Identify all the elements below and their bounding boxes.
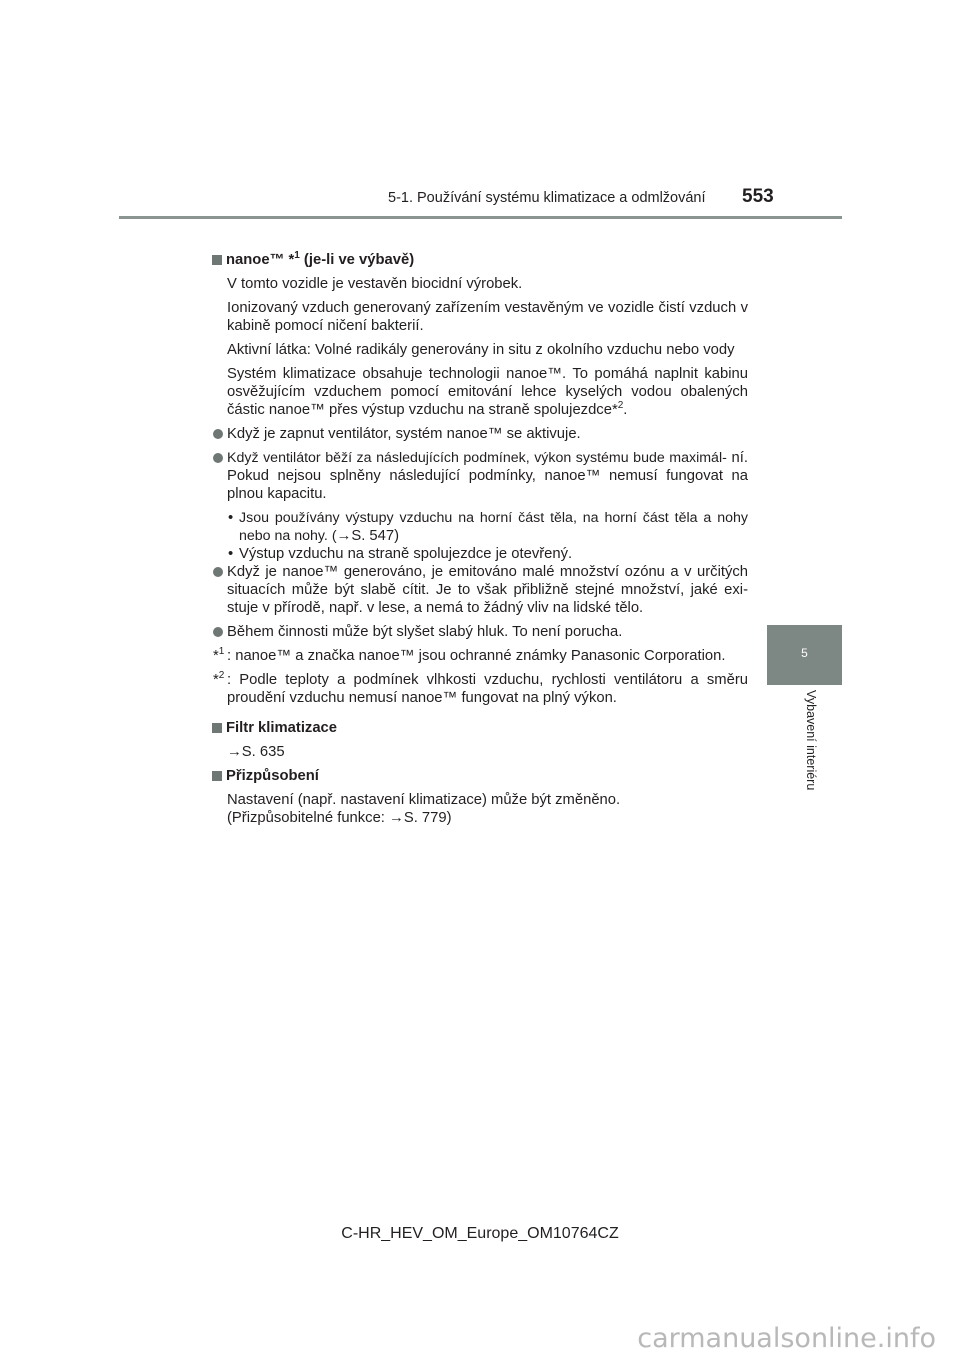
custom-heading-text: Přizpůsobení (226, 768, 319, 784)
list-item-text: Během činnosti může být slyšet slabý hluk. To není porucha. (227, 624, 623, 640)
list-item-text: ní. Pokud nejsou splněny následující podmínky, nanoe™ nemusí fungovat na plnou kapacitu. (227, 450, 748, 502)
paragraph: V tomto vozidle je vestavěn biocidní výrobek. (227, 276, 523, 292)
section-square-icon (212, 771, 222, 781)
list-item (212, 563, 748, 617)
paragraph (227, 809, 748, 827)
section-square-icon (212, 255, 222, 265)
watermark: carmanualsonline.info (637, 1323, 936, 1354)
paragraph-text: . (623, 402, 628, 418)
list-item-text: Když je nanoe™ generováno, je emitováno malé množství ozónu a v určitých situacích může být slabě cítit. Je to však přibližně stejné množství, jaké exi- stuje v přírodě, např. v lese, a nemá to žádný vliv na lidské tělo. (227, 564, 748, 616)
paragraph-text: (Přizpůsobitelné funkce: (227, 810, 390, 826)
nanoe-heading-suffix: (je-li ve výbavě) (299, 252, 415, 268)
footnote-text: : nanoe™ a značka nanoe™ jsou ochranné známky Panasonic Corporation. (227, 648, 726, 664)
list-item-text: Když je zapnut ventilátor, systém nanoe™ se aktivuje. (227, 426, 581, 442)
page-reference-link[interactable]: S. 547) (351, 528, 400, 544)
dash-bullet: • (228, 546, 234, 562)
header-divider (119, 216, 842, 219)
footnote-sup: 1 (294, 250, 300, 262)
footnote-marker: *$^1$ (213, 646, 225, 664)
arrow-icon: → (227, 744, 242, 760)
footnote (212, 671, 748, 707)
document-code: C-HR_HEV_OM_Europe_OM10764CZ (341, 1225, 619, 1242)
bullet-icon (213, 429, 223, 439)
custom-heading (212, 767, 748, 785)
bullet-icon (213, 567, 223, 577)
page-content (212, 251, 748, 833)
filter-heading (212, 719, 748, 737)
footnote-marker: *$^2$ (213, 670, 225, 688)
footnote-mark: * (611, 402, 618, 418)
page-number: 553 (742, 186, 774, 207)
reference-line (227, 743, 748, 761)
footnote-text: : Podle teploty a podmínek vlhkosti vzduchu, rychlosti ventilátoru a směru proudění vzduchu nemusí nanoe™ fungovat na plný výkon. (227, 672, 748, 706)
chapter-tab[interactable] (767, 625, 842, 685)
list-item (212, 425, 748, 443)
list-item (212, 623, 748, 641)
paragraph: Aktivní látka: Volné radikály generovány in situ z okolního vzduchu nebo vody (227, 342, 735, 358)
chapter-number: 5 (801, 646, 808, 660)
bullet-icon (213, 627, 223, 637)
sub-list-item-text: Jsou používány výstupy vzduchu na horní část těla, na horní část těla a nohy nebo na nohy. ( (239, 510, 748, 544)
page-reference-link[interactable]: S. 779) (403, 810, 452, 826)
paragraph (227, 365, 748, 419)
bullet-icon (213, 453, 223, 463)
footnote-sup: 2 (617, 400, 624, 412)
list-item (212, 449, 748, 503)
footnote (212, 647, 748, 665)
section-title: 5-1. Používání systému klimatizace a odmlžování (388, 190, 706, 206)
paragraph-text: Systém klimatizace obsahuje technologii nanoe™. To pomáhá naplnit kabinu osvěžujícím vzduchem pomocí emitování lehce kyselých vodou obalených částic nanoe™ přes výstup vzduchu na straně spolujezdce (227, 366, 748, 418)
filter-heading-text: Filtr klimatizace (226, 720, 338, 736)
section-square-icon (212, 723, 222, 733)
footnote-mark: * (288, 252, 295, 268)
chapter-label: Vybavení interiéru (804, 690, 818, 791)
nanoe-heading (212, 251, 748, 269)
sub-list-item (212, 545, 748, 563)
sub-list-item (212, 509, 748, 545)
chapter-label-tab[interactable] (767, 686, 842, 861)
arrow-icon: → (389, 810, 404, 826)
arrow-icon: → (336, 528, 352, 544)
page-reference-link[interactable]: S. 635 (241, 744, 285, 760)
paragraph: Nastavení (např. nastavení klimatizace) může být změněno. (227, 792, 621, 808)
sub-list-item-text: Výstup vzduchu na straně spolujezdce je otevřený. (239, 546, 573, 562)
list-item-text: Když ventilátor běží za následujících podmínek, výkon systému bude maximál- (227, 450, 727, 466)
paragraph: Ionizovaný vzduch generovaný zařízením vestavěným ve vozidle čistí vzduch v kabině pomocí ničení bakterií. (227, 300, 748, 334)
dash-bullet: • (228, 510, 234, 526)
nanoe-heading-text: nanoe™ (226, 252, 289, 268)
